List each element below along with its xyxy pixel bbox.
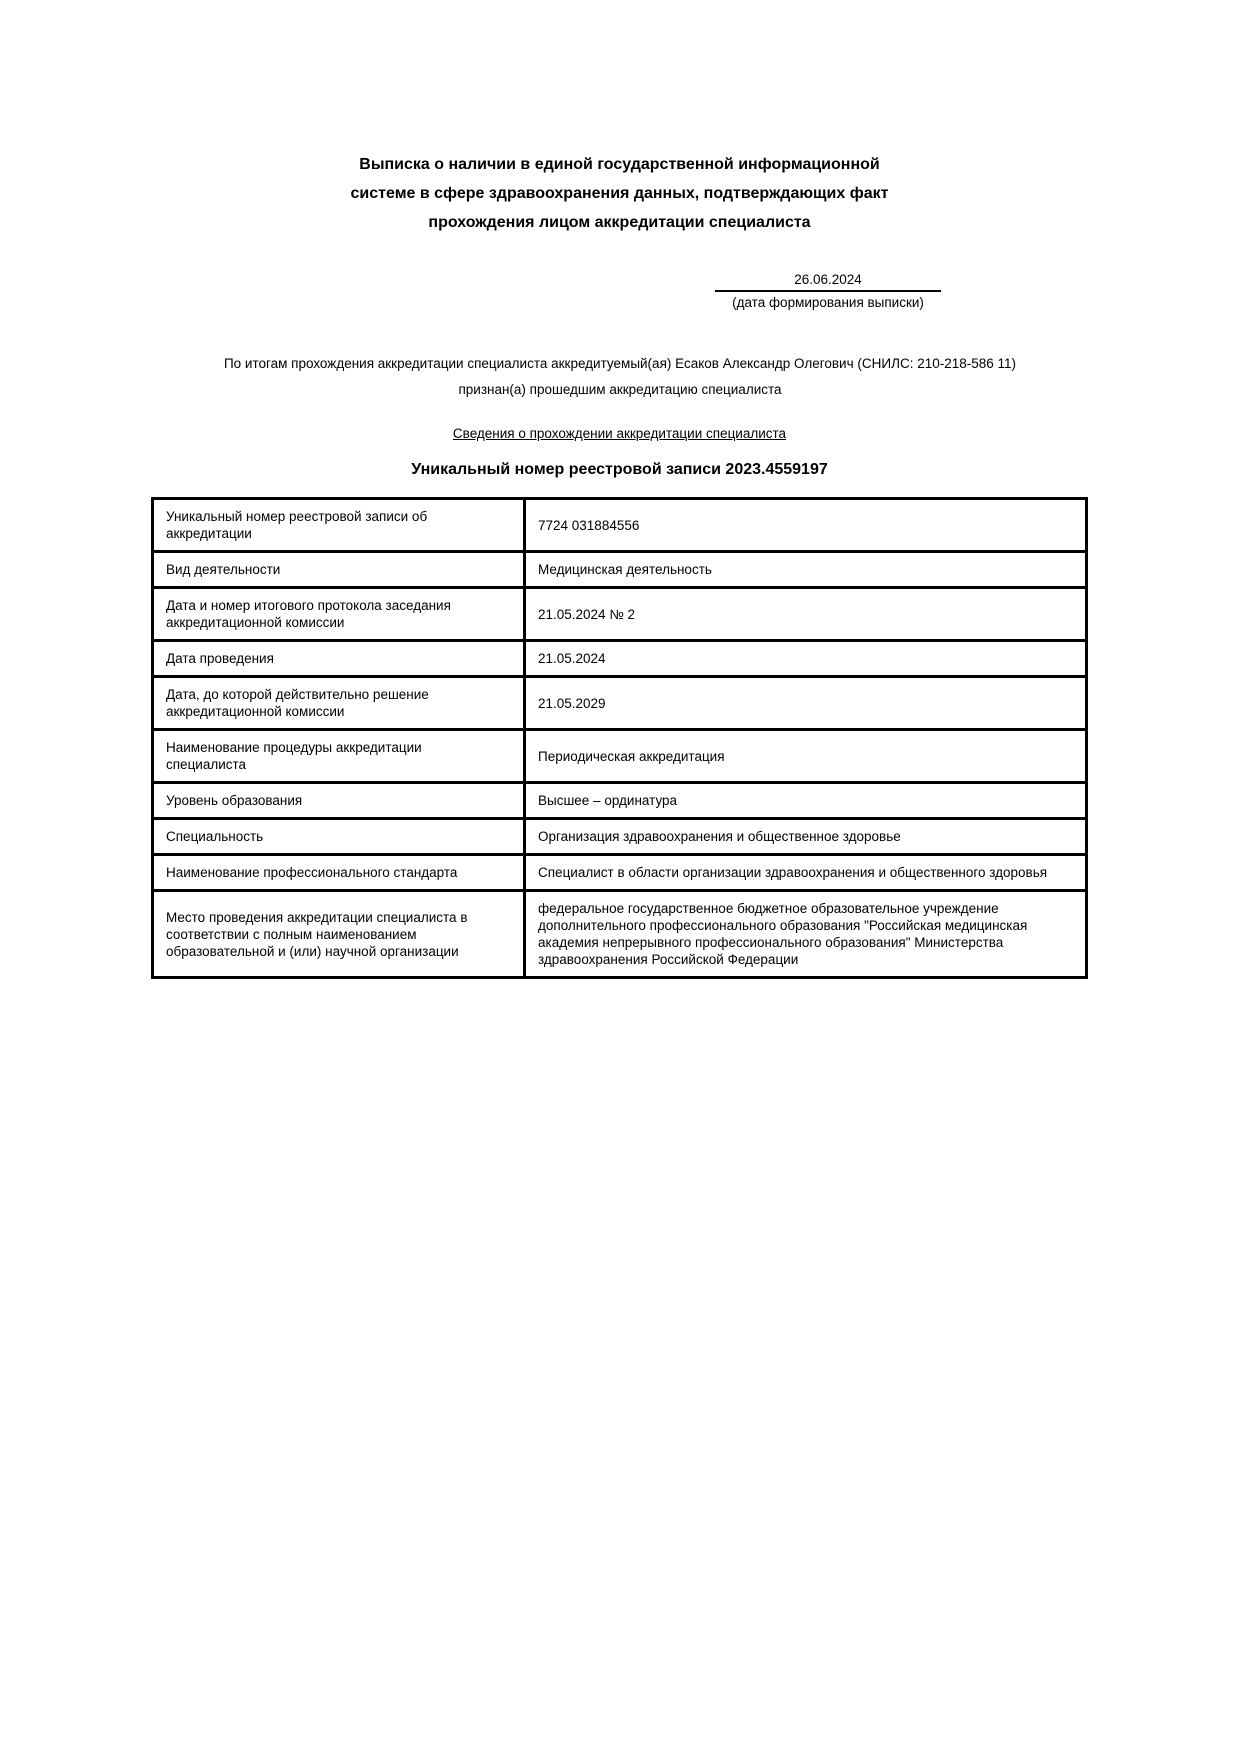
accreditation-table xyxy=(151,497,1088,979)
row-label: Место проведения аккредитации специалиста в соответствии с полным наименованием образовательной и (или) научной организации xyxy=(153,891,525,978)
table-row xyxy=(153,499,1087,552)
row-value: 7724 031884556 xyxy=(525,499,1087,552)
document-title-line-3: прохождения лицом аккредитации специалиста xyxy=(428,214,811,231)
row-label: Наименование профессионального стандарта xyxy=(153,855,525,891)
row-label: Специальность xyxy=(153,819,525,855)
row-value: 21.05.2024 xyxy=(525,641,1087,677)
row-value: Медицинская деятельность xyxy=(525,552,1087,588)
document-title-line-1: Выписка о наличии в единой государственной информационной xyxy=(359,156,880,173)
row-label: Уникальный номер реестровой записи об аккредитации xyxy=(153,499,525,552)
intro-line-2: признан(а) прошедшим аккредитацию специалиста xyxy=(458,382,782,397)
row-value: 21.05.2024 № 2 xyxy=(525,588,1087,641)
table-row xyxy=(153,891,1087,978)
table-row xyxy=(153,783,1087,819)
row-label: Наименование процедуры аккредитации специалиста xyxy=(153,730,525,783)
extract-date: 26.06.2024 xyxy=(715,272,941,292)
table-row xyxy=(153,677,1087,730)
document-title xyxy=(151,150,1088,237)
row-label: Дата проведения xyxy=(153,641,525,677)
row-value: Периодическая аккредитация xyxy=(525,730,1087,783)
table-row xyxy=(153,855,1087,891)
extract-date-caption: (дата формирования выписки) xyxy=(732,295,924,310)
row-label: Вид деятельности xyxy=(153,552,525,588)
row-value: федеральное государственное бюджетное образовательное учреждение дополнительного профессионального образования "Российская медицинская академия непрерывного профессионального образования" Министерства здравоохранения Российской Федерации xyxy=(525,891,1087,978)
row-value: Высшее – ординатура xyxy=(525,783,1087,819)
row-value: Специалист в области организации здравоохранения и общественного здоровья xyxy=(525,855,1087,891)
row-label: Дата, до которой действительно решение аккредитационной комиссии xyxy=(153,677,525,730)
extract-date-block xyxy=(715,272,941,310)
table-row xyxy=(153,588,1087,641)
section-heading-text: Сведения о прохождении аккредитации специалиста xyxy=(452,426,787,441)
table-row xyxy=(153,641,1087,677)
row-value: Организация здравоохранения и общественное здоровье xyxy=(525,819,1087,855)
row-label: Уровень образования xyxy=(153,783,525,819)
document-title-line-2: системе в сфере здравоохранения данных, подтверждающих факт xyxy=(350,185,889,202)
table-row xyxy=(153,819,1087,855)
section-heading xyxy=(151,426,1088,441)
row-label: Дата и номер итогового протокола заседания аккредитационной комиссии xyxy=(153,588,525,641)
table-row xyxy=(153,552,1087,588)
table-row xyxy=(153,730,1087,783)
intro-line-1: По итогам прохождения аккредитации специалиста аккредитуемый(ая) Есаков Александр Олегович (СНИЛС: 210-218-586 11) xyxy=(223,356,1017,371)
intro-paragraph xyxy=(0,351,1240,403)
row-value: 21.05.2029 xyxy=(525,677,1087,730)
registry-record-heading: Уникальный номер реестровой записи 2023.4559197 xyxy=(411,461,828,478)
